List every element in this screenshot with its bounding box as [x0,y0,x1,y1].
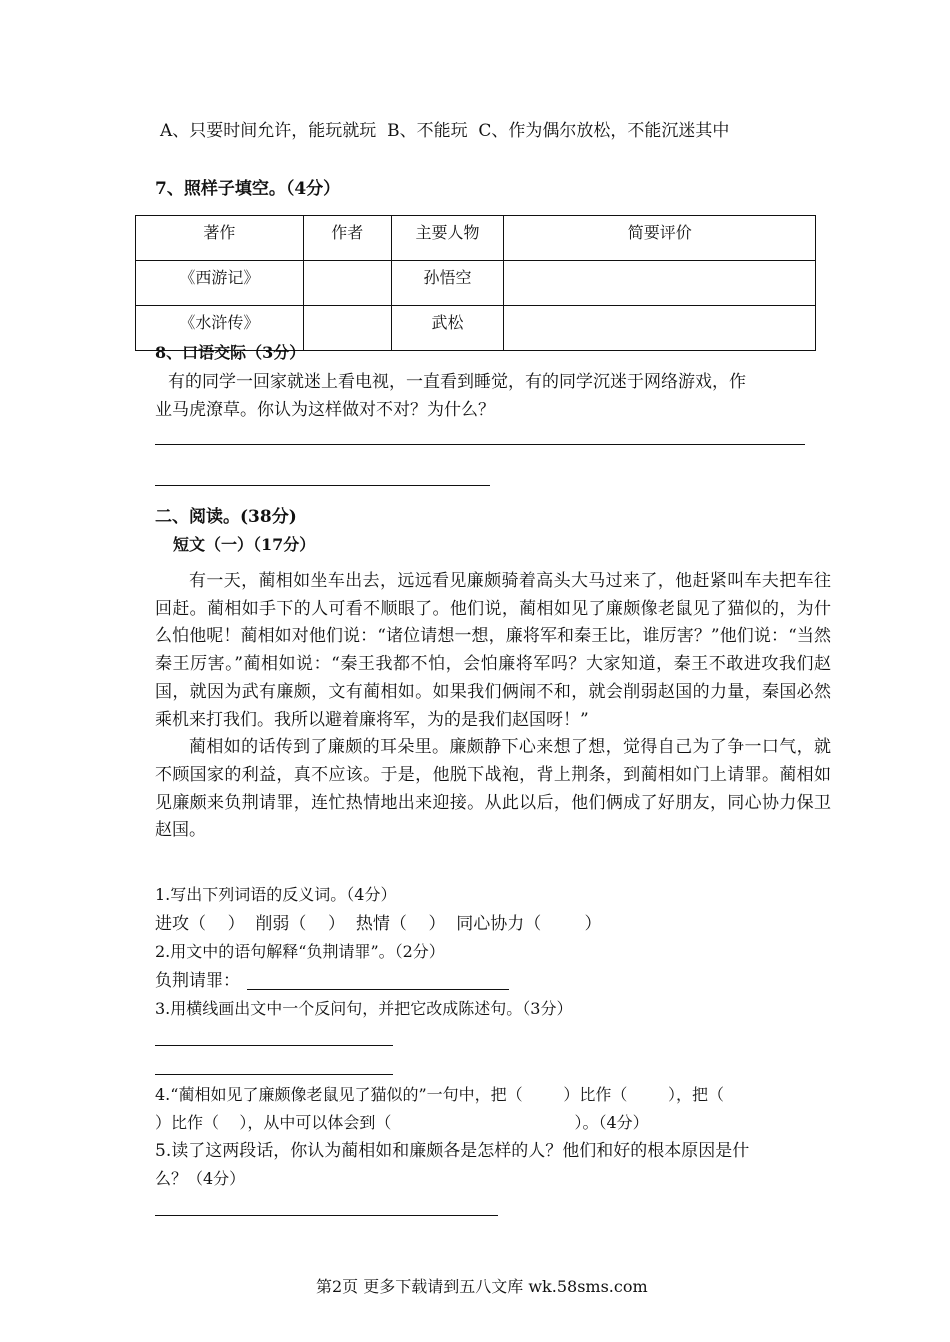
table-cell: 《水浒传》 [136,306,304,351]
question-4-line2: ）比作（ ），从中可以体会到（ ）。（4分） [155,1113,649,1132]
question-1: 1.写出下列词语的反义词。（4分） [155,885,397,904]
page-footer: 第2页 更多下载请到五八文库 wk.58sms.com [316,1277,648,1296]
table-header-row [136,216,816,261]
table-cell[interactable] [504,306,816,351]
answer-line[interactable] [247,989,509,990]
answer-line[interactable] [155,1045,393,1046]
passage-text [155,568,831,845]
table-cell[interactable] [504,261,816,306]
answer-line[interactable] [155,485,490,486]
passage-paragraph-2: 蔺相如的话传到了廉颇的耳朵里。廉颇静下心来想了想，觉得自己为了争一口气，就不顾国家的利益，真不应该。于是，他脱下战袍，背上荆条，到蔺相如门上请罪。蔺相如见廉颇来负荆请罪，连忙热情地出来迎接。从此以后，他们俩成了好朋友，同心协力保卫赵国。 [155,737,831,841]
header-cell: 主要人物 [391,216,504,261]
question-3: 3.用横线画出文中一个反问句，并把它改成陈述句。（3分） [155,999,573,1018]
q6-options: A、只要时间允许，能玩就玩 B、不能玩 C、作为偶尔放松，不能沉迷其中 [160,121,730,141]
question-5-line2: 么？（4分） [155,1169,246,1188]
table-cell[interactable] [303,306,391,351]
q8-text-line2: 业马虎潦草。你认为这样做对不对？为什么？ [155,400,495,420]
question-1-items: 进攻（ ） 削弱（ ） 热情（ ） 同心协力（ ） [155,914,602,934]
q8-title: 8、口语交际（3分） [155,343,306,362]
table-cell[interactable] [303,261,391,306]
header-cell: 作者 [303,216,391,261]
q8-text-line1: 有的同学一回家就迷上看电视，一直看到睡觉，有的同学沉迷于网络游戏，作 [168,372,746,392]
passage-paragraph-1: 有一天，蔺相如坐车出去，远远看见廉颇骑着高头大马过来了，他赶紧叫车夫把车往回赶。蔺相如手下的人可看不顺眼了。他们说，蔺相如见了廉颇像老鼠见了猫似的，为什么怕他呢！蔺相如对他们说：“诸位请想一想，廉将军和秦王比，谁厉害？”他们说：“当然秦王厉害。”蔺相如说：“秦王我都不怕，会怕廉将军吗？大家知道，秦王不敢进攻我们赵国，就因为武有廉颇，文有蔺相如。如果我们俩闹不和，就会削弱赵国的力量，秦国必然乘机来打我们。我所以避着廉将军，为的是我们赵国呀！” [155,571,831,730]
table-cell: 《西游记》 [136,261,304,306]
table-row [136,261,816,306]
header-cell: 简要评价 [504,216,816,261]
question-2-prefix: 负荆请罪： [155,971,240,991]
answer-line[interactable] [155,1074,393,1075]
works-table [135,215,816,351]
question-4-line1: 4.“蔺相如见了廉颇像老鼠见了猫似的”一句中，把（ ）比作（ ），把（ [155,1085,725,1104]
answer-line[interactable] [155,1215,498,1216]
q7-title: 7、照样子填空。（4分） [155,179,341,199]
answer-line[interactable] [155,444,805,445]
question-5-line1: 5.读了这两段话，你认为蔺相如和廉颇各是怎样的人？他们和好的根本原因是什 [155,1141,750,1161]
question-2: 2.用文中的语句解释“负荆请罪”。（2分） [155,942,445,961]
passage1-subtitle: 短文（一）（17分） [173,535,316,554]
section2-title: 二、阅读。(38分) [155,507,297,527]
header-cell: 著作 [136,216,304,261]
table-cell: 孙悟空 [391,261,504,306]
table-cell: 武松 [391,306,504,351]
